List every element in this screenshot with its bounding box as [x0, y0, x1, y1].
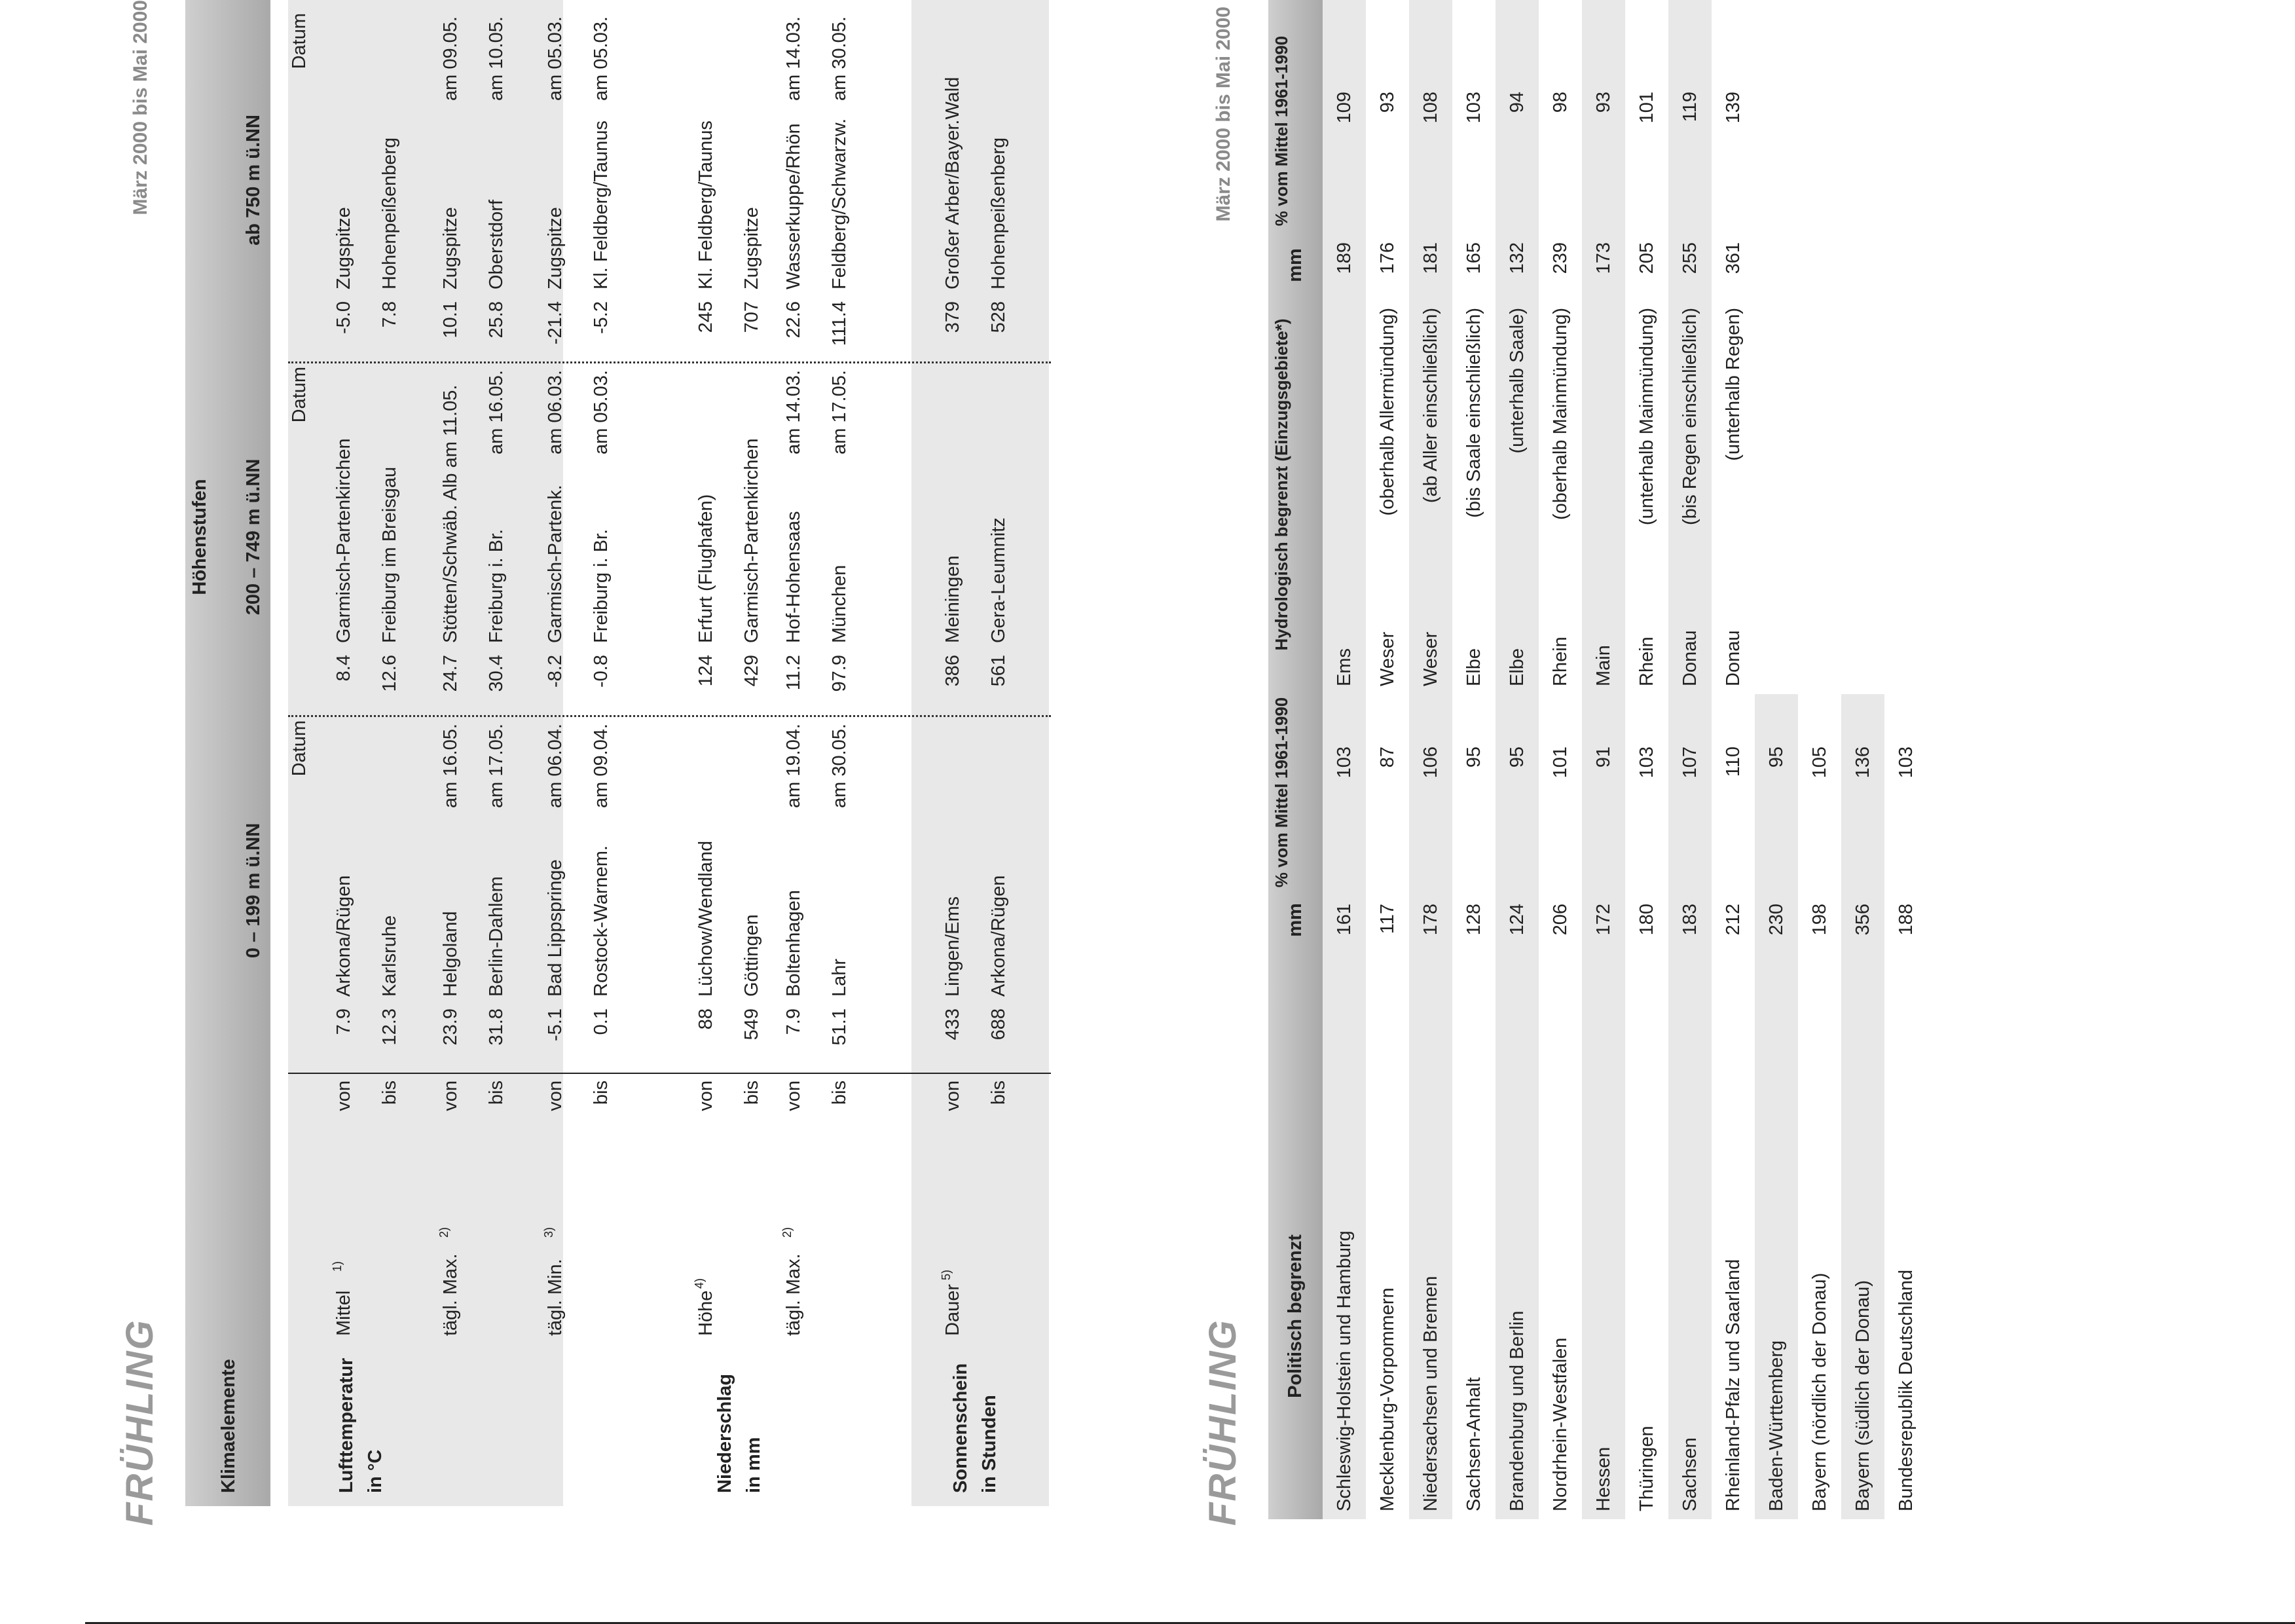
region-name: Mecklenburg-Vorpommern [1377, 1287, 1398, 1511]
t2-h-pct-left [1272, 694, 1291, 891]
region-name: Bundesrepublik Deutschland [1896, 1269, 1917, 1511]
cell-station: Stötten/Schwäb. Alb am 11.05. [440, 384, 461, 643]
region-mm: 206 [1550, 904, 1571, 936]
group-precip-unit: in mm [743, 1437, 764, 1493]
cell-station: Arkona/Rügen [333, 875, 354, 997]
row-von-bis: bis [988, 1080, 1009, 1105]
river-pct: 98 [1550, 92, 1571, 113]
row-footnote: 5) [940, 1269, 953, 1280]
cell-value: 528 [988, 301, 1009, 333]
cell-station: Boltenhagen [783, 890, 804, 997]
dotted-col-separator-1 [288, 715, 1051, 717]
cell-date: am 09.04. [591, 724, 612, 808]
cell-station: Rostock-Warnem. [591, 845, 612, 997]
river-name: Rhein [1550, 637, 1571, 686]
region-pct: 91 [1593, 747, 1614, 768]
region-name: Nordrhein-Westfalen [1550, 1337, 1571, 1511]
river-mm: 173 [1593, 242, 1614, 274]
cell-value: 23.9 [440, 1008, 461, 1046]
cell-station: Garmisch-Partenk. [545, 485, 566, 643]
region-mm: 183 [1680, 904, 1700, 936]
region-mm: 124 [1507, 904, 1528, 936]
cell-value: -5.1 [545, 1008, 566, 1041]
region-pct: 110 [1723, 747, 1744, 777]
row-label: tägl. Max. [783, 1253, 804, 1336]
row-label: tägl. Max. [440, 1253, 461, 1336]
region-pct: 95 [1463, 747, 1484, 768]
river-mm: 176 [1377, 242, 1398, 274]
row-footnote: 1) [331, 1261, 344, 1272]
t2-h-pct-right-text: % vom Mittel 1961-1990 [1272, 35, 1291, 227]
cell-value: 22.6 [783, 301, 804, 339]
cell-value: 561 [988, 655, 1009, 687]
river-pct: 119 [1680, 92, 1700, 122]
cell-station: Berlin-Dahlem [486, 876, 507, 997]
region-mm: 230 [1766, 904, 1787, 936]
river-mm: 189 [1334, 242, 1355, 274]
group-sun-unit: in Stunden [979, 1395, 1000, 1493]
cell-date: am 05.03. [545, 16, 566, 101]
region-name: Niedersachsen und Bremen [1420, 1276, 1441, 1511]
region-mm: 128 [1463, 904, 1484, 936]
cell-date: am 06.04. [545, 724, 566, 808]
region-name: Hessen [1593, 1447, 1614, 1511]
cell-value: 88 [695, 1008, 716, 1030]
cell-value: 707 [741, 301, 762, 333]
cell-station: Göttingen [741, 914, 762, 997]
cell-station: Kl. Feldberg/Taunus [695, 120, 716, 289]
group-band-temp [288, 0, 563, 1506]
cell-date: am 17.05. [486, 724, 507, 808]
cell-station: Großer Arber/Bayer.Wald [942, 77, 963, 289]
region-pct: 101 [1550, 747, 1571, 779]
cell-date: am 30.05. [829, 16, 850, 101]
river-name: Rhein [1636, 637, 1657, 686]
river-section: (oberhalb Mainmündung) [1550, 308, 1571, 521]
region-name: Sachsen-Anhalt [1463, 1377, 1484, 1511]
cell-value: 25.8 [486, 301, 507, 339]
river-section: (bis Regen einschließlich) [1680, 308, 1700, 526]
cell-station: Feldberg/Schwarzw. [829, 118, 850, 289]
cell-station: Lüchow/Wendland [695, 840, 716, 997]
col-hoehenstufen: Höhenstufen [189, 479, 210, 595]
river-mm: 361 [1723, 242, 1744, 274]
t2-h-mm-right: mm [1285, 248, 1306, 282]
cell-date: am 17.05. [829, 370, 850, 454]
river-mm: 239 [1550, 242, 1571, 274]
cell-station: Helgoland [440, 911, 461, 997]
river-section: (unterhalb Mainmündung) [1636, 308, 1657, 526]
sub-ab-750: ab 750 m ü.NN [243, 115, 264, 246]
cell-station: Hohenpeißenberg [379, 137, 400, 289]
cell-value: 433 [942, 1008, 963, 1041]
cell-station: Garmisch-Partenkirchen [333, 438, 354, 643]
river-mm: 132 [1507, 242, 1528, 274]
cell-date: am 14.03. [783, 370, 804, 454]
region-pct: 107 [1680, 747, 1700, 779]
cell-station: Lahr [829, 958, 850, 997]
cell-station: Erfurt (Flughafen) [695, 494, 716, 643]
cell-value: 0.1 [591, 1008, 612, 1035]
region-pct: 136 [1852, 747, 1873, 779]
region-name: Rheinland-Pfalz und Saarland [1723, 1259, 1744, 1511]
cell-station: Zugspitze [741, 207, 762, 289]
cell-value: 8.4 [333, 655, 354, 682]
col-klimaelemente: Klimaelemente [218, 1359, 239, 1493]
row-von-bis: von [695, 1080, 716, 1111]
river-pct: 93 [1593, 92, 1614, 113]
cell-value: 245 [695, 301, 716, 333]
t2-h-hydro-text: Hydrologisch begrenzt (Einzugsgebiete*) [1272, 318, 1291, 651]
t2-h-hydro [1272, 301, 1291, 668]
river-pct: 103 [1463, 92, 1484, 124]
cell-date: am 06.03. [545, 370, 566, 454]
cell-date: am 05.03. [591, 370, 612, 454]
cell-date: am 16.05. [486, 370, 507, 454]
cell-date: am 19.04. [783, 724, 804, 808]
row-footnote: 2) [437, 1227, 450, 1238]
row-von-bis: von [333, 1080, 354, 1111]
river-name: Weser [1377, 631, 1398, 686]
cell-value: 51.1 [829, 1008, 850, 1046]
cell-station: Freiburg i. Br. [591, 528, 612, 643]
region-mm: 161 [1334, 904, 1355, 936]
region-pct: 103 [1334, 747, 1355, 779]
group-band-sun [911, 0, 1049, 1506]
cell-date: am 30.05. [829, 724, 850, 808]
row-von-bis: von [440, 1080, 461, 1111]
group-temp-unit: in °C [365, 1449, 386, 1493]
region-mm: 356 [1852, 904, 1873, 936]
cell-station: Arkona/Rügen [988, 875, 1009, 997]
t2-h-pct-left-text: % vom Mittel 1961-1990 [1272, 697, 1291, 888]
cell-value: 7.9 [783, 1008, 804, 1035]
region-name: Sachsen [1680, 1437, 1700, 1511]
row-von-bis: von [783, 1080, 804, 1111]
river-section: (oberhalb Allermündung) [1377, 308, 1398, 516]
row-von-bis: von [545, 1080, 566, 1111]
cell-station: Hof-Hohensaas [783, 511, 804, 643]
cell-station: Meiningen [942, 555, 963, 643]
region-mm: 117 [1377, 904, 1398, 934]
region-mm: 178 [1420, 904, 1441, 936]
cell-value: 11.2 [783, 655, 804, 691]
period-label-2: März 2000 bis Mai 2000 [1213, 7, 1234, 222]
cell-date: am 09.05. [440, 16, 461, 101]
river-name: Donau [1680, 630, 1700, 686]
row-footnote: 2) [780, 1227, 794, 1238]
cell-value: 111.4 [829, 301, 850, 346]
cell-date: am 16.05. [440, 724, 461, 808]
region-name: Thüringen [1636, 1426, 1657, 1511]
cell-value: -5.2 [591, 301, 612, 334]
page-title: FRÜHLING [119, 1319, 161, 1526]
t2-h-political: Politisch begrenzt [1285, 1234, 1306, 1398]
cell-value: 688 [988, 1008, 1009, 1041]
group-temp-name: Lufttemperatur [336, 1357, 357, 1493]
datum-2: Datum [289, 367, 310, 423]
river-name: Ems [1334, 648, 1355, 686]
region-name: Schleswig-Holstein und Hamburg [1334, 1230, 1355, 1511]
cell-value: 97.9 [829, 655, 850, 692]
cell-station: Zugspitze [440, 207, 461, 289]
river-pct: 101 [1636, 92, 1657, 124]
river-name: Donau [1723, 630, 1744, 686]
region-mm: 198 [1809, 904, 1830, 936]
hline-header [270, 0, 272, 1074]
cell-station: Lingen/Ems [942, 896, 963, 997]
cell-value: -21.4 [545, 301, 566, 345]
cell-value: 30.4 [486, 655, 507, 692]
river-section: (ab Aller einschließlich) [1420, 308, 1441, 504]
cell-value: -0.8 [591, 655, 612, 688]
cell-station: Hohenpeißenberg [988, 137, 1009, 289]
region-name: Baden-Württemberg [1766, 1340, 1787, 1511]
cell-station: Freiburg im Breisgau [379, 466, 400, 643]
row-von-bis: von [942, 1080, 963, 1111]
river-mm: 255 [1680, 242, 1700, 274]
cell-value: 386 [942, 655, 963, 687]
solid-col-separator [288, 1073, 1051, 1074]
cell-value: 24.7 [440, 655, 461, 692]
cell-station: Bad Lippspringe [545, 859, 566, 997]
region-mm: 172 [1593, 904, 1614, 936]
cell-value: 429 [741, 655, 762, 687]
region-pct: 103 [1896, 747, 1917, 779]
cell-station: Garmisch-Partenkirchen [741, 438, 762, 643]
row-von-bis: bis [379, 1080, 400, 1105]
datum-3: Datum [289, 13, 310, 69]
cell-value: 124 [695, 655, 716, 687]
row-footnote: 3) [542, 1227, 555, 1238]
group-precip-name: Niederschlag [714, 1373, 735, 1493]
river-pct: 139 [1723, 92, 1744, 124]
row-label: tägl. Min. [545, 1259, 566, 1336]
region-pct: 95 [1766, 747, 1787, 768]
region-mm: 180 [1636, 904, 1657, 936]
cell-station: München [829, 564, 850, 643]
row-von-bis: bis [829, 1080, 850, 1105]
river-section: (unterhalb Saale) [1507, 308, 1528, 454]
river-name: Main [1593, 645, 1614, 686]
cell-value: -8.2 [545, 655, 566, 688]
cell-date: am 10.05. [486, 16, 507, 101]
cell-value: 12.3 [379, 1008, 400, 1046]
table-row [1668, 694, 1712, 1519]
river-mm: 205 [1636, 242, 1657, 274]
river-section: (bis Saale einschließlich) [1463, 308, 1484, 518]
cell-station: Zugspitze [333, 207, 354, 289]
region-mm: 188 [1896, 904, 1917, 936]
t2-h-pct-right [1272, 33, 1291, 229]
cell-value: 379 [942, 301, 963, 333]
river-section: (unterhalb Regen) [1723, 308, 1744, 461]
river-pct: 108 [1420, 92, 1441, 124]
region-pct: 106 [1420, 747, 1441, 779]
region-name: Bayern (südlich der Donau) [1852, 1280, 1873, 1511]
group-sun-name: Sonnenschein [950, 1363, 971, 1493]
river-name: Weser [1420, 631, 1441, 686]
cell-value: 7.8 [379, 301, 400, 328]
table-row [1582, 694, 1625, 1519]
cell-value: 7.9 [333, 1008, 354, 1035]
cell-value: -5.0 [333, 301, 354, 334]
row-label: Höhe [695, 1290, 716, 1336]
region-name: Brandenburg und Berlin [1507, 1310, 1528, 1511]
sub-200-749: 200 – 749 m ü.NN [243, 458, 264, 616]
region-pct: 105 [1809, 747, 1830, 779]
river-pct: 93 [1377, 92, 1398, 113]
cell-value: 31.8 [486, 1008, 507, 1046]
cell-station: Karlsruhe [379, 915, 400, 997]
cell-date: am 05.03. [591, 16, 612, 101]
river-pct: 94 [1507, 92, 1528, 113]
row-label: Dauer [942, 1284, 963, 1336]
cell-value: 549 [741, 1008, 762, 1041]
river-mm: 165 [1463, 242, 1484, 274]
t2-h-mm-left: mm [1285, 903, 1306, 937]
sub-0-199: 0 – 199 m ü.NN [243, 822, 264, 959]
cell-station: Kl. Feldberg/Taunus [591, 120, 612, 289]
river-pct: 109 [1334, 92, 1355, 124]
cell-value: 12.6 [379, 655, 400, 692]
region-pct: 103 [1636, 747, 1657, 779]
page-title-2: FRÜHLING [1202, 1319, 1244, 1526]
cell-value: 10.1 [440, 301, 461, 339]
row-von-bis: bis [591, 1080, 612, 1105]
row-label: Mittel [333, 1290, 354, 1336]
cell-station: Zugspitze [545, 207, 566, 289]
datum-1: Datum [289, 720, 310, 777]
river-name: Elbe [1463, 648, 1484, 686]
cell-station: Gera-Leumnitz [988, 517, 1009, 643]
row-footnote: 4) [693, 1278, 706, 1289]
cell-date: am 14.03. [783, 16, 804, 101]
row-von-bis: bis [741, 1080, 762, 1105]
region-pct: 87 [1377, 747, 1398, 768]
cell-station: Wasserkuppe/Rhön [783, 123, 804, 289]
river-name: Elbe [1507, 648, 1528, 686]
row-von-bis: bis [486, 1080, 507, 1105]
region-pct: 95 [1507, 747, 1528, 768]
river-mm: 181 [1420, 242, 1441, 274]
dotted-col-separator-2 [288, 361, 1051, 363]
region-mm: 212 [1723, 904, 1744, 936]
cell-station: Freiburg i. Br. [486, 528, 507, 643]
region-name: Bayern (nördlich der Donau) [1809, 1272, 1830, 1511]
period-label: März 2000 bis Mai 2000 [130, 0, 151, 215]
cell-station: Oberstdorf [486, 200, 507, 289]
